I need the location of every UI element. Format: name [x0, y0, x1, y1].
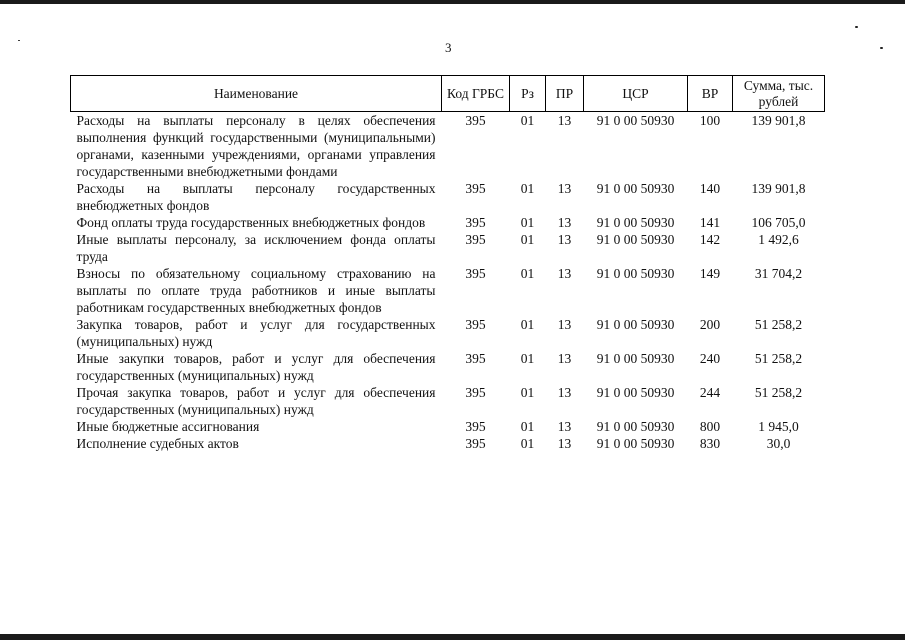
row-grbs: 395: [465, 351, 486, 366]
row-vr: 100: [699, 113, 721, 128]
page-number: 3: [445, 40, 452, 55]
row-sum: 139 901,8: [751, 181, 806, 196]
scan-speck: [855, 26, 858, 28]
row-vr: 800: [699, 419, 721, 434]
budget-table: [70, 75, 825, 452]
row-vr: 200: [699, 317, 721, 332]
row-rz: 01: [520, 351, 535, 366]
row-vr: 240: [699, 351, 721, 366]
row-pr: 13: [557, 436, 572, 451]
row-csr: 91 0 00 50930: [596, 385, 675, 400]
row-csr: 91 0 00 50930: [596, 232, 675, 247]
table-row: [71, 418, 825, 435]
table-header-row: [71, 76, 825, 112]
row-vr: 141: [699, 215, 721, 230]
row-name: Прочая закупка товаров, работ и услуг для обеспечения государственных (муниципальных) нужд: [76, 385, 436, 417]
table-row: [71, 384, 825, 418]
scan-top-border: [0, 0, 905, 4]
row-sum: 1 492,6: [758, 232, 799, 247]
scan-bottom-border: [0, 634, 905, 640]
row-pr: 13: [557, 266, 572, 281]
row-sum: 139 901,8: [751, 113, 806, 128]
row-sum: 30,0: [766, 436, 791, 451]
row-name: Иные бюджетные ассигнования: [76, 419, 260, 434]
row-csr: 91 0 00 50930: [596, 215, 675, 230]
row-pr: 13: [557, 351, 572, 366]
row-pr: 13: [557, 215, 572, 230]
row-name: Закупка товаров, работ и услуг для государственных (муниципальных) нужд: [76, 317, 436, 349]
row-name: Иные выплаты персоналу, за исключением фонда оплаты труда: [76, 232, 436, 264]
table-row: [71, 265, 825, 316]
col-header-name: Наименование: [71, 76, 442, 112]
row-grbs: 395: [465, 232, 486, 247]
row-vr: 244: [699, 385, 721, 400]
row-csr: 91 0 00 50930: [596, 266, 675, 281]
table-row: [71, 180, 825, 214]
col-header-grbs: Код ГРБС: [442, 76, 510, 112]
row-grbs: 395: [465, 436, 486, 451]
col-header-vr: ВР: [688, 76, 733, 112]
table-row: [71, 112, 825, 181]
row-rz: 01: [520, 232, 535, 247]
row-rz: 01: [520, 419, 535, 434]
row-rz: 01: [520, 317, 535, 332]
row-name: Исполнение судебных актов: [76, 436, 239, 451]
row-sum: 51 258,2: [754, 385, 803, 400]
row-pr: 13: [557, 317, 572, 332]
row-grbs: 395: [465, 215, 486, 230]
row-grbs: 395: [465, 266, 486, 281]
row-vr: 140: [699, 181, 721, 196]
row-sum: 51 258,2: [754, 317, 803, 332]
row-grbs: 395: [465, 317, 486, 332]
row-csr: 91 0 00 50930: [596, 351, 675, 366]
row-rz: 01: [520, 215, 535, 230]
row-vr: 142: [699, 232, 721, 247]
row-grbs: 395: [465, 113, 486, 128]
row-vr: 149: [699, 266, 721, 281]
row-name: Расходы на выплаты персоналу в целях обеспечения выполнения функций государственными (муниципальными) органами, казенными учреждениями, органами управления государственными внебюджетными фондами: [76, 113, 436, 179]
row-name: Взносы по обязательному социальному страхованию на выплаты по оплате труда работников и иные выплаты работникам государственных внебюджетных фондов: [76, 266, 436, 315]
row-grbs: 395: [465, 181, 486, 196]
row-pr: 13: [557, 181, 572, 196]
col-header-csr: ЦСР: [584, 76, 688, 112]
table-row: [71, 214, 825, 231]
row-rz: 01: [520, 266, 535, 281]
col-header-rz: Рз: [510, 76, 546, 112]
row-csr: 91 0 00 50930: [596, 181, 675, 196]
table-row: [71, 316, 825, 350]
row-name: Фонд оплаты труда государственных внебюджетных фондов: [76, 215, 426, 230]
row-sum: 51 258,2: [754, 351, 803, 366]
row-pr: 13: [557, 385, 572, 400]
row-rz: 01: [520, 113, 535, 128]
row-sum: 31 704,2: [754, 266, 803, 281]
row-sum: 1 945,0: [758, 419, 799, 434]
row-pr: 13: [557, 113, 572, 128]
row-pr: 13: [557, 232, 572, 247]
row-pr: 13: [557, 419, 572, 434]
table-row: [71, 231, 825, 265]
col-header-pr: ПР: [546, 76, 584, 112]
row-rz: 01: [520, 385, 535, 400]
row-rz: 01: [520, 181, 535, 196]
row-name: Расходы на выплаты персоналу государственных внебюджетных фондов: [76, 181, 436, 213]
row-csr: 91 0 00 50930: [596, 113, 675, 128]
scan-speck: [880, 47, 883, 49]
row-grbs: 395: [465, 385, 486, 400]
row-csr: 91 0 00 50930: [596, 419, 675, 434]
row-rz: 01: [520, 436, 535, 451]
row-name: Иные закупки товаров, работ и услуг для обеспечения государственных (муниципальных) нужд: [76, 351, 436, 383]
row-sum: 106 705,0: [751, 215, 806, 230]
table-row: [71, 350, 825, 384]
row-vr: 830: [699, 436, 721, 451]
row-csr: 91 0 00 50930: [596, 317, 675, 332]
row-grbs: 395: [465, 419, 486, 434]
scan-speck: [18, 40, 20, 41]
row-csr: 91 0 00 50930: [596, 436, 675, 451]
col-header-sum: Сумма, тыс. рублей: [733, 76, 825, 112]
table-row: [71, 435, 825, 452]
